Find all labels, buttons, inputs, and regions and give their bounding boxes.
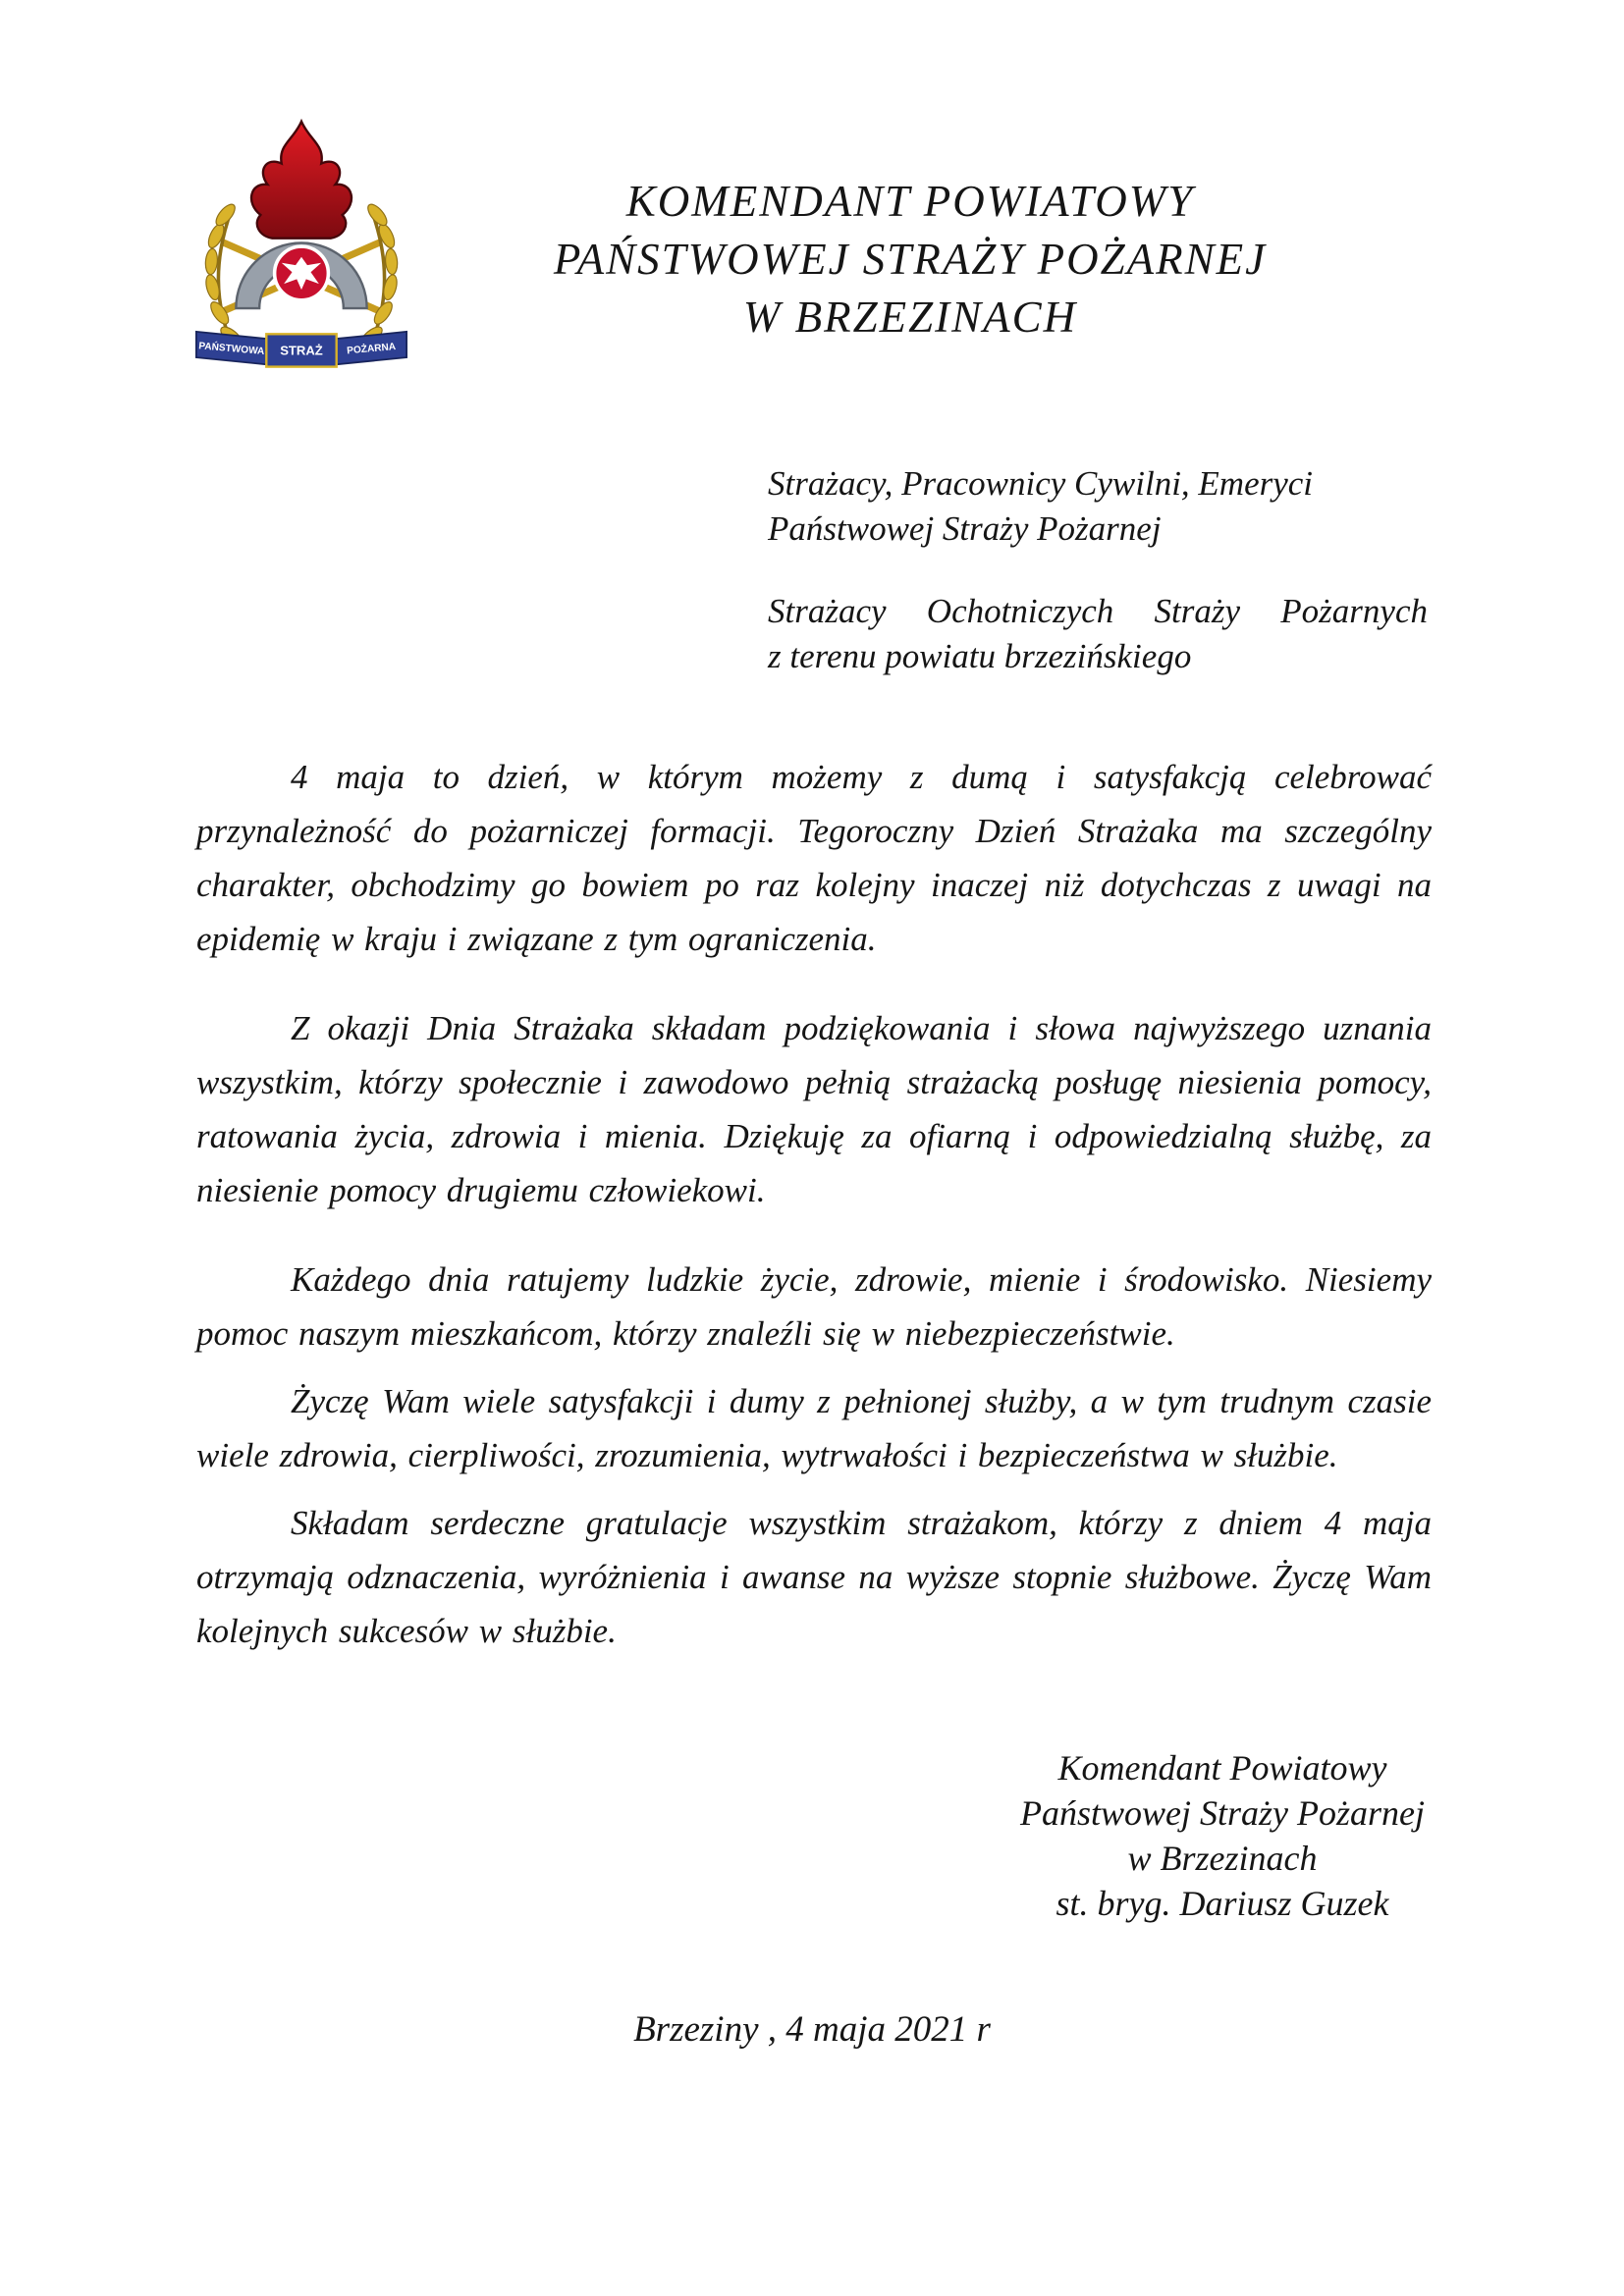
body-paragraph-4: Życzę Wam wiele satysfakcji i dumy z pełnionej służby, a w tym trudnym czasie wiele zdrowia, cierpliwości, zrozumienia, wytrwałości i bezpieczeństwa w służbie. xyxy=(196,1382,1432,1474)
signature-title-line: w Brzezinach xyxy=(1127,1839,1318,1878)
fire-service-crest-logo xyxy=(185,110,418,395)
flame-icon xyxy=(251,122,352,239)
banner-ribbon xyxy=(196,332,406,367)
addressee-line: Państwowej Straży Pożarnej xyxy=(768,509,1162,548)
addressee-group-2 xyxy=(768,589,1428,679)
letterhead-line-3: W BRZEZINACH xyxy=(742,293,1078,342)
addressee-group-1 xyxy=(768,461,1428,552)
addressee-line: Strażacy, Pracownicy Cywilni, Emeryci xyxy=(768,464,1314,503)
letter-body xyxy=(196,750,1432,1693)
laurel-branch-right-icon xyxy=(358,201,400,352)
signature-title-line: Komendant Powiatowy xyxy=(1057,1748,1387,1788)
banner-text-left: PAŃSTWOWA xyxy=(197,341,265,358)
addressee-line: z terenu powiatu brzezińskiego xyxy=(768,637,1192,675)
letterhead xyxy=(419,173,1401,347)
body-paragraph-1: 4 maja to dzień, w którym możemy z dumą i satysfakcją celebrować przynależność do pożarniczej formacji. Tegoroczny Dzień Strażaka ma szczególny charakter, obchodzimy go bowiem po raz kolejny inaczej niż dotychczas z uwagi na epidemię w kraju i związane z tym ograniczenia. xyxy=(196,758,1432,958)
place-and-date: Brzeziny , 4 maja 2021 r xyxy=(633,2009,991,2050)
signature-title-line: Państwowej Straży Pożarnej xyxy=(1020,1793,1425,1833)
banner-text-center: STRAŻ xyxy=(280,343,323,358)
body-paragraph-3: Każdego dnia ratujemy ludzkie życie, zdrowie, mienie i środowisko. Niesiemy pomoc naszym mieszkańcom, którzy znaleźli się w niebezpieczeństwie. xyxy=(196,1260,1432,1353)
laurel-branch-left-icon xyxy=(203,201,244,352)
body-paragraph-5: Składam serdeczne gratulacje wszystkim strażakom, którzy z dniem 4 maja otrzymają odznaczenia, wyróżnienia i awanse na wyższe stopnie służbowe. Życzę Wam kolejnych sukcesów w służbie. xyxy=(196,1504,1432,1650)
addressee-line: Strażacy Ochotniczych Straży Pożarnych xyxy=(768,592,1428,630)
banner-text-right: POŻARNA xyxy=(346,342,397,357)
addressee-block xyxy=(768,461,1428,679)
letterhead-line-2: PAŃSTWOWEJ STRAŻY POŻARNEJ xyxy=(553,235,1268,284)
signature-block xyxy=(967,1745,1478,1926)
signature-name: st. bryg. Dariusz Guzek xyxy=(1056,1884,1389,1923)
letterhead-line-1: KOMENDANT POWIATOWY xyxy=(625,177,1195,226)
body-paragraph-2: Z okazji Dnia Strażaka składam podziękowania i słowa najwyższego uznania wszystkim, którzy społecznie i zawodowo pełnią strażacką posługę niesienia pomocy, ratowania życia, zdrowia i mienia. Dziękuję za ofiarną i odpowiedzialną służbę, za niesienie pomocy drugiemu człowiekowi. xyxy=(196,1009,1432,1209)
